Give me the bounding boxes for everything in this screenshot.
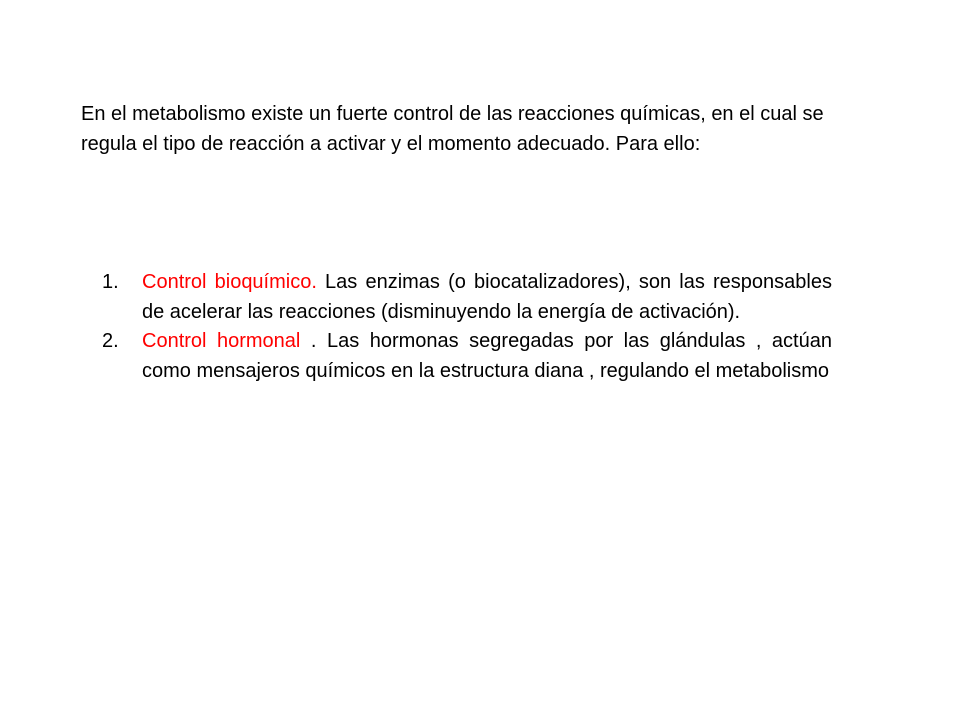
list-item-biochemical-control	[102, 268, 832, 327]
list-item-number: 2.	[102, 330, 119, 352]
list-item-number: 1.	[102, 271, 119, 293]
list-item-title: Control bioquímico.	[142, 271, 317, 293]
list-item-body: . Las hormonas segregadas por las glándulas , actúan como mensajeros químicos en la estructura diana , regulando el metabolismo	[142, 330, 832, 382]
control-list	[102, 268, 832, 386]
intro-paragraph: En el metabolismo existe un fuerte control de las reacciones químicas, en el cual se regula el tipo de reacción a activar y el momento adecuado. Para ello:	[81, 103, 824, 155]
list-item-hormonal-control	[102, 327, 832, 386]
list-item-title: Control hormonal	[142, 330, 301, 352]
list-item-body: Las enzimas (o biocatalizadores), son las responsables de acelerar las reacciones (disminuyendo la energía de activación).	[142, 271, 832, 323]
